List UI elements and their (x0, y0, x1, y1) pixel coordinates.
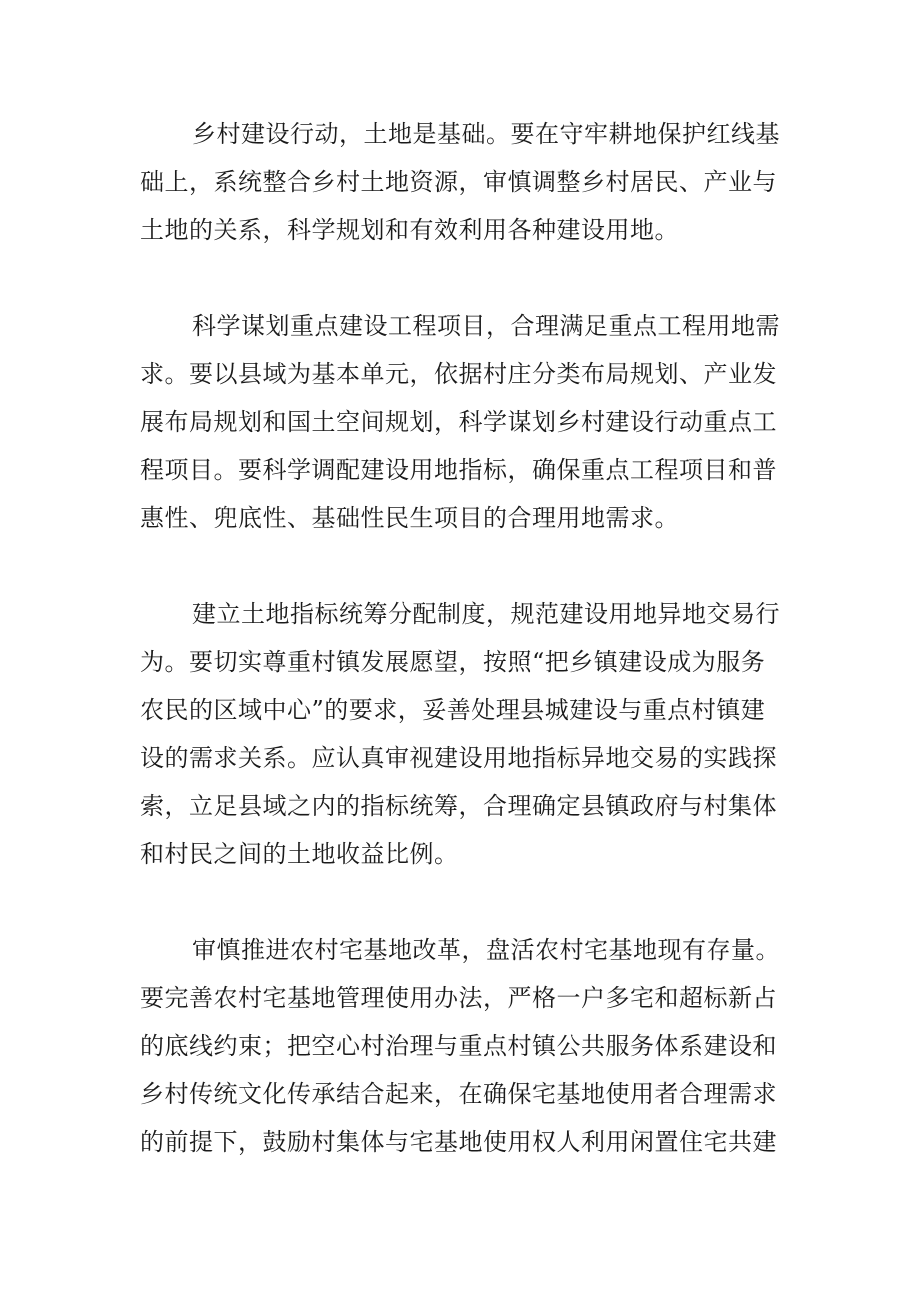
paragraph-line: 为。要切实尊重村镇发展愿望，按照“把乡镇建设成为服务 (140, 648, 766, 676)
paragraph-key-projects (140, 302, 800, 542)
paragraph-line: 和村民之间的土地收益比例。 (140, 840, 459, 868)
paragraph-line: 程项目。要科学调配建设用地指标，确保重点工程项目和普 (140, 456, 777, 484)
paragraph-homestead-reform (140, 926, 800, 1166)
paragraph-line: 农民的区域中心”的要求，妥善处理县城建设与重点村镇建 (140, 696, 766, 724)
paragraph-line: 建立土地指标统筹分配制度，规范建设用地异地交易行 (192, 600, 780, 628)
paragraph-line: 求。要以县域为基本单元，依据村庄分类布局规划、产业发 (140, 360, 777, 388)
paragraph-line: 础上，系统整合乡村土地资源，审慎调整乡村居民、产业与 (140, 168, 777, 196)
paragraph-line: 乡村建设行动，土地是基础。要在守牢耕地保护红线基 (192, 120, 780, 148)
paragraph-line: 乡村传统文化传承结合起来，在确保宅基地使用者合理需求 (140, 1080, 777, 1108)
paragraph-line: 土地的关系，科学规划和有效利用各种建设用地。 (140, 216, 679, 244)
paragraph-line: 惠性、兜底性、基础性民生项目的合理用地需求。 (140, 504, 679, 532)
paragraph-line: 展布局规划和国土空间规划，科学谋划乡村建设行动重点工 (140, 408, 777, 436)
paragraph-line: 索，立足县域之内的指标统筹，合理确定县镇政府与村集体 (140, 792, 777, 820)
paragraph-land-foundation (140, 110, 800, 254)
paragraph-line: 科学谋划重点建设工程项目，合理满足重点工程用地需 (192, 312, 780, 340)
paragraph-line: 的前提下，鼓励村集体与宅基地使用权人利用闲置住宅共建 (140, 1128, 777, 1156)
paragraph-line: 设的需求关系。应认真审视建设用地指标异地交易的实践探 (140, 744, 777, 772)
paragraph-line: 要完善农村宅基地管理使用办法，严格一户多宅和超标新占 (140, 984, 777, 1012)
paragraph-line: 审慎推进农村宅基地改革，盘活农村宅基地现有存量。 (192, 936, 780, 964)
paragraph-land-quota-allocation (140, 590, 800, 878)
paragraph-line: 的底线约束；把空心村治理与重点村镇公共服务体系建设和 (140, 1032, 777, 1060)
